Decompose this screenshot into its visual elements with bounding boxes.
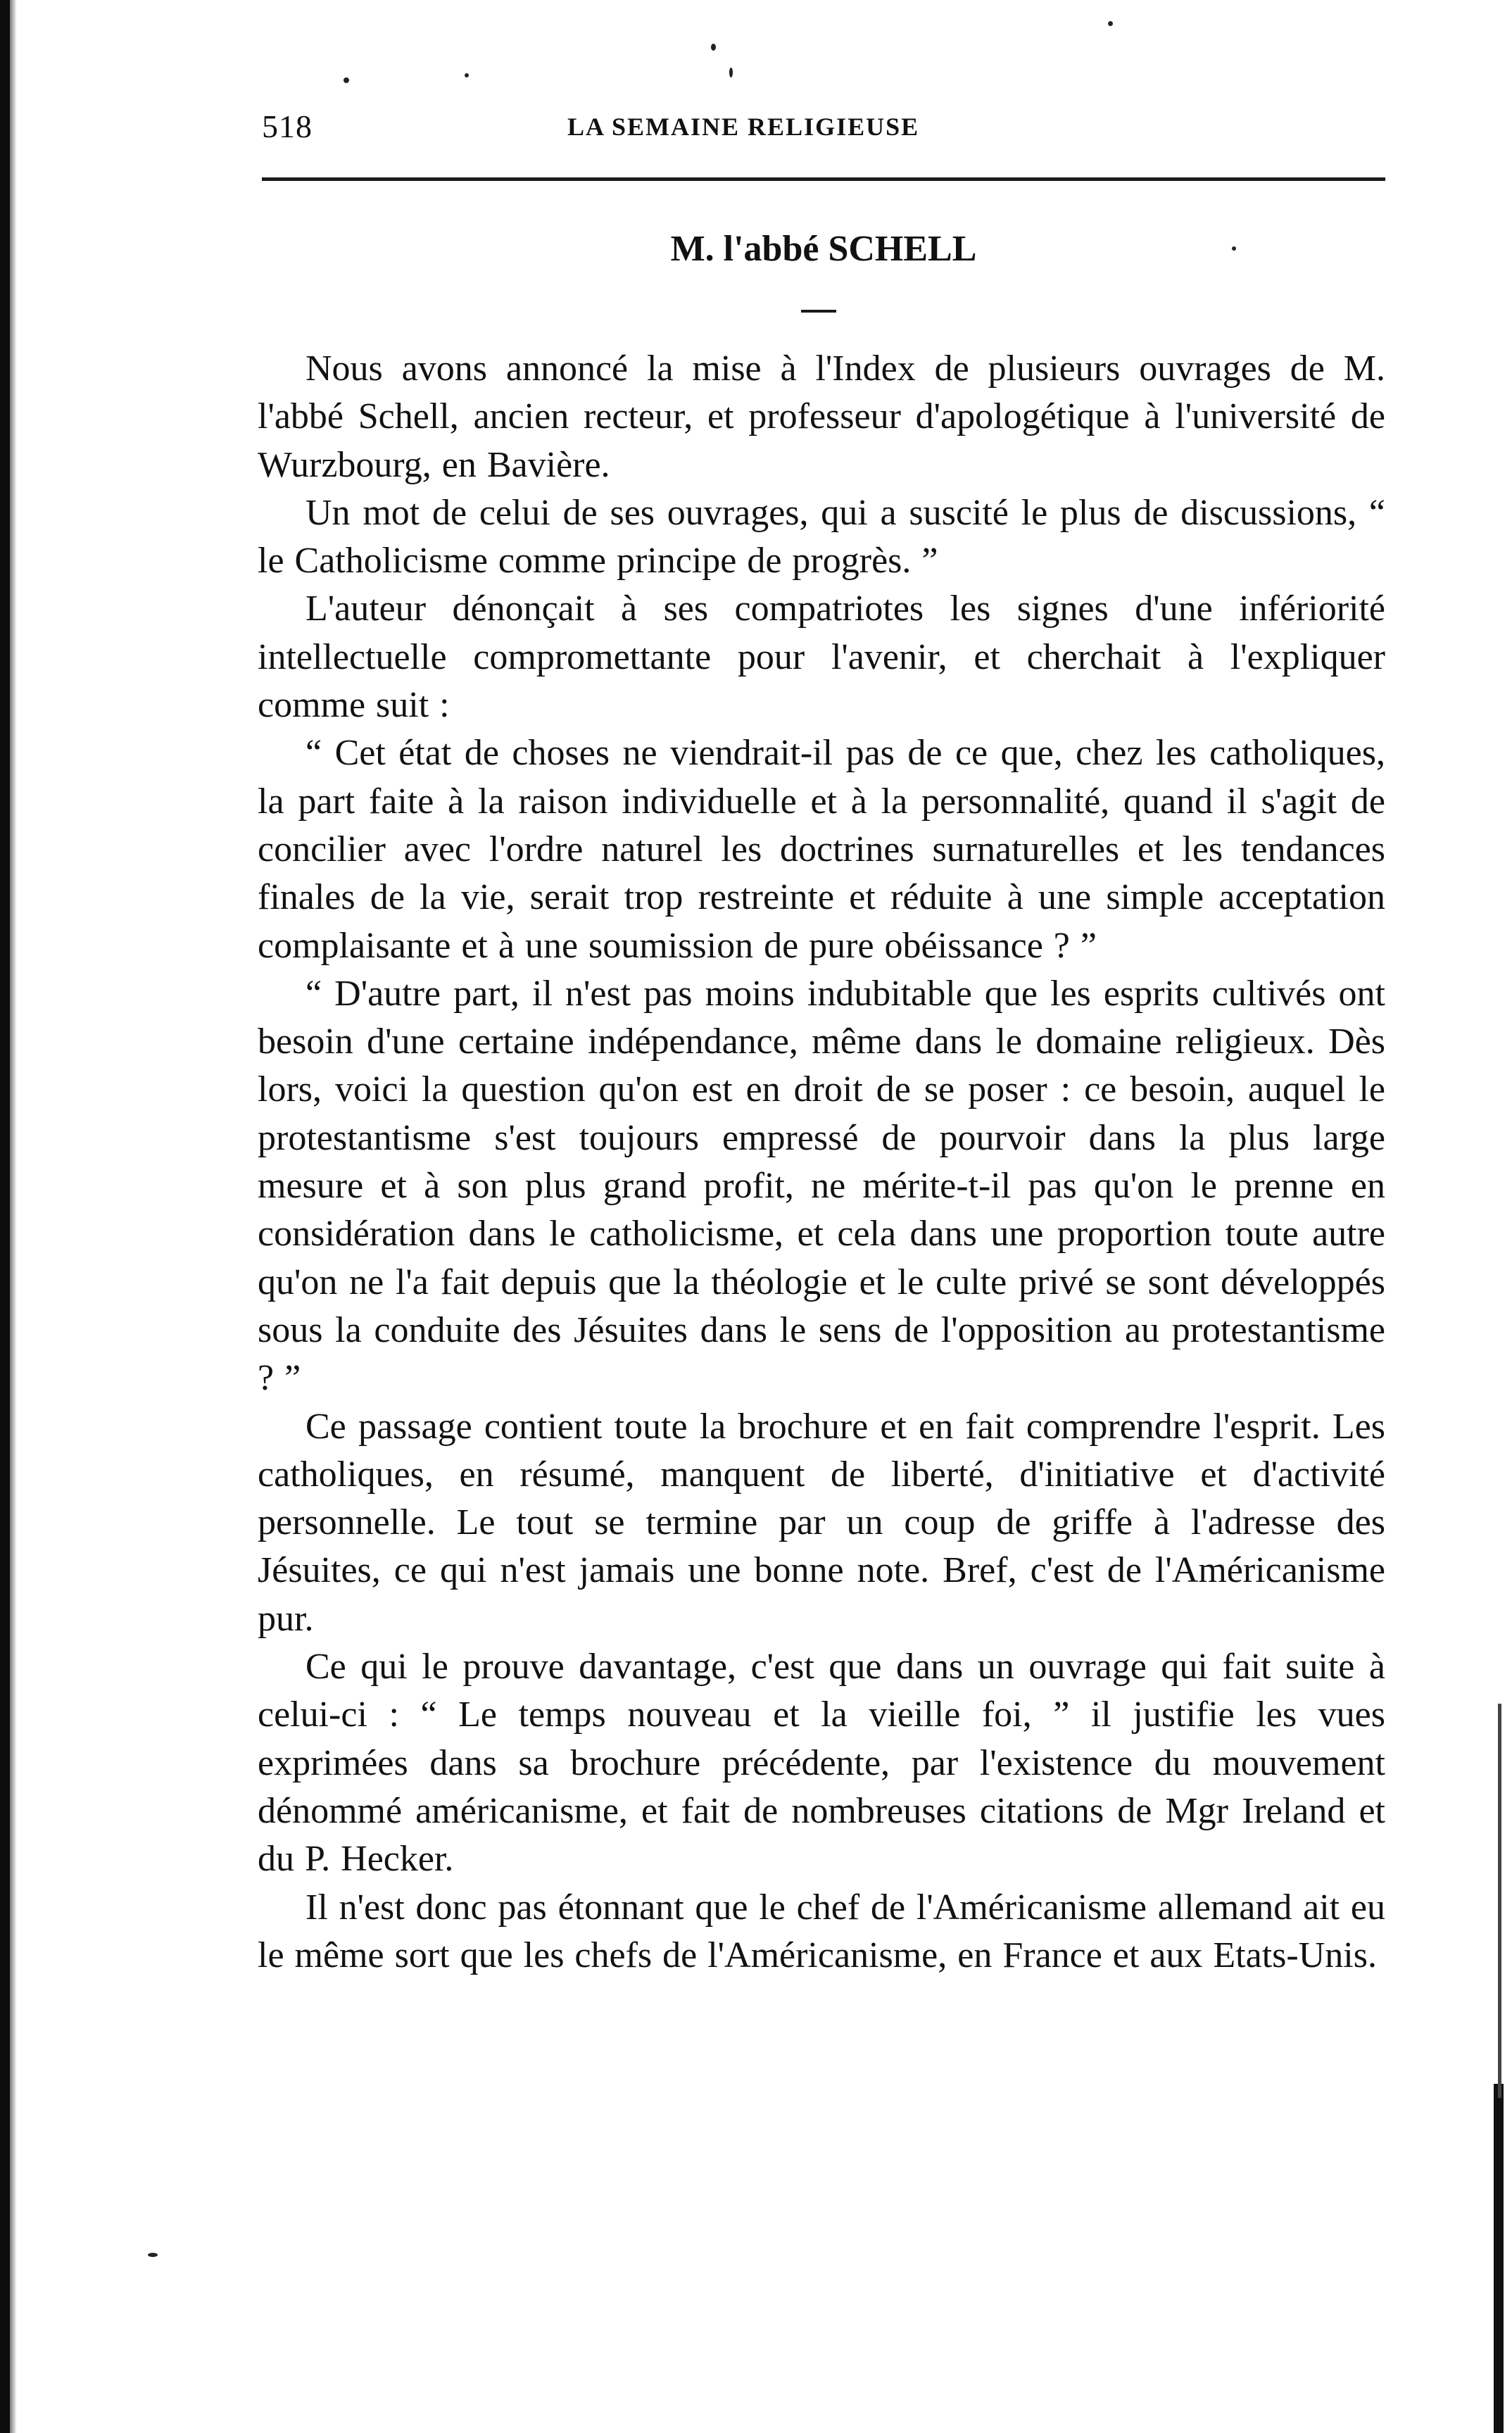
paragraph: Ce passage contient toute la brochure et en fait comprendre l'esprit. Les catholiques, en résumé, manquent de liberté, d'initiative et d'activité personnelle. Le tout se termine par un coup de griffe à l'adresse des Jésuites, ce qui n'est jamais une bonne note. Bref, c'est de l'Américanisme pur. <box>258 1406 1385 1639</box>
header-rule <box>262 177 1385 181</box>
page-number: 518 <box>262 108 313 144</box>
article-title: M. l'abbé SCHELL <box>670 229 977 269</box>
scan-left-edge <box>0 0 10 2433</box>
title-separator <box>801 310 836 313</box>
paragraph: Ce qui le prouve davantage, c'est que dans un ouvrage qui fait suite à celui-ci : “ Le temps nouveau et la vieille foi, ” il justifie les vues exprimées dans sa brochure précédente, par l'existence du mouvement dénommé américanisme, et fait de nombreuses citations de Mgr Ireland et du P. Hecker. <box>258 1647 1385 1880</box>
paragraph: “ D'autre part, il n'est pas moins indubitable que les esprits cultivés ont besoin d'une certaine indépendance, même dans le domaine religieux. Dès lors, voici la question qu'on est en droit de se poser : ce besoin, auquel le protestantisme s'est toujours empressé de pourvoir dans la plus large mesure et à son plus grand profit, ne mérite-t-il pas qu'on le prenne en considération dans le catholicisme, et cela dans une proportion toute autre qu'on ne l'a fait depuis que la théologie et le culte privé se sont développés sous la conduite des Jésuites dans le sens de l'opposition au protestantisme ? ” <box>258 973 1385 1399</box>
scan-speck <box>729 68 733 77</box>
paragraph: Un mot de celui de ses ouvrages, qui a suscité le plus de discussions, “ le Catholicisme comme principe de progrès. ” <box>258 492 1385 581</box>
scan-speck <box>344 77 349 83</box>
page-header <box>262 104 1385 153</box>
scan-speck <box>1108 21 1113 26</box>
paragraph: Il n'est donc pas étonnant que le chef de l'Américanisme allemand ait eu le même sort que les chefs de l'Américanisme, en France et aux Etats-Unis. <box>258 1887 1385 1975</box>
scan-speck <box>711 44 716 51</box>
scan-right-edge <box>1494 2084 1504 2433</box>
article-body <box>258 345 1385 1980</box>
scan-speck <box>465 73 469 77</box>
paragraph: “ Cet état de choses ne viendrait-il pas de ce que, chez les catholiques, la part faite à la raison individuelle et à la personnalité, quand il s'agit de concilier avec l'ordre naturel les doctrines surnaturelles et les tendances finales de la vie, serait trop restreinte et réduite à une simple acceptation complaisante et à une soumission de pure obéissance ? ” <box>258 733 1385 966</box>
paragraph: Nous avons annoncé la mise à l'Index de plusieurs ouvrages de M. l'abbé Schell, ancien recteur, et professeur d'apologétique à l'université de Wurzbourg, en Bavière. <box>258 348 1385 485</box>
scan-speck <box>148 2253 158 2257</box>
scan-right-edge-thin <box>1498 1704 1501 2098</box>
running-head: LA SEMAINE RELIGIEUSE <box>567 113 920 141</box>
scan-left-edge-fringe <box>10 0 17 2433</box>
paragraph: L'auteur dénonçait à ses compatriotes les signes d'une infériorité intellectuelle compromettante pour l'avenir, et cherchait à l'expliquer comme suit : <box>258 589 1385 726</box>
